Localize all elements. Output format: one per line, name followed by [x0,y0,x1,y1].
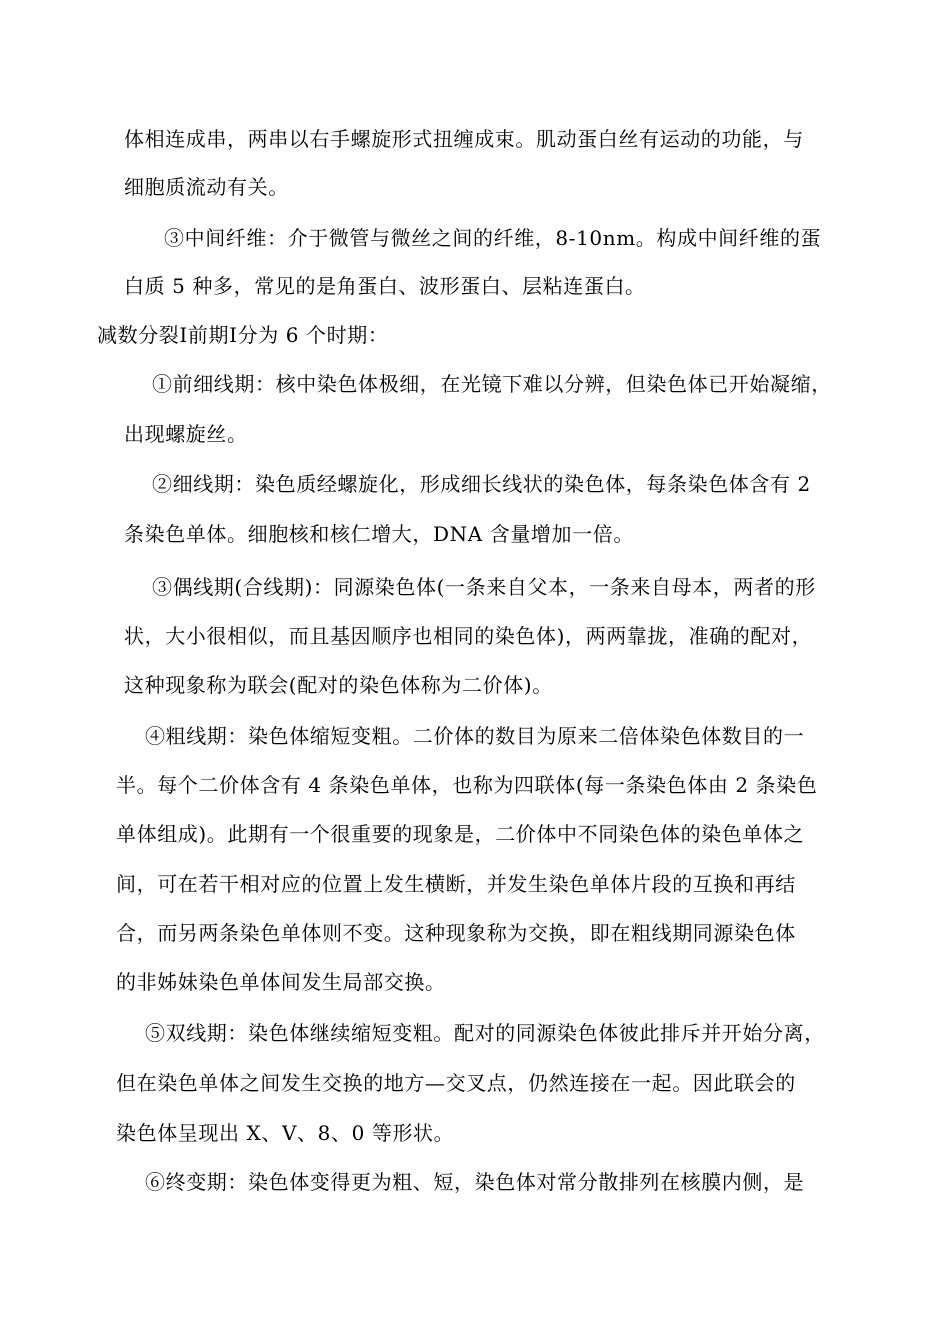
text-line: 这种现象称为联会(配对的染色体称为二价体)。 [124,673,553,697]
text-line: ②细线期：染色质经螺旋化，形成细长线状的染色体，每条染色体含有 2 [152,472,811,496]
text-line: 单体组成)。此期有一个很重要的现象是，二价体中不同染色体的染色单体之 [116,822,805,846]
text-line: 白质 5 种多，常见的是角蛋白、波形蛋白、层粘连蛋白。 [124,274,646,298]
text-line: ⑤双线期：染色体继续缩短变粗。配对的同源染色体彼此排斥并开始分离， [145,1021,825,1045]
text-line: 细胞质流动有关。 [124,175,289,199]
text-line: 的非姊妹染色单体间发生局部交换。 [116,970,446,994]
text-line: 半。每个二价体含有 4 条染色单体，也称为四联体(每一条染色体由 2 条染色 [116,773,818,797]
section-heading: 减数分裂Ⅰ前期Ⅰ分为 6 个时期： [97,323,389,347]
text-line: ④粗线期：染色体缩短变粗。二价体的数目为原来二倍体染色体数目的一 [145,724,805,748]
text-line: 但在染色单体之间发生交换的地方—交叉点，仍然连接在一起。因此联会的 [116,1071,796,1095]
text-line: 出现螺旋丝。 [124,422,248,446]
text-line: ③偶线期(合线期)：同源染色体(一条来自父本，一条来自母本，两者的形 [152,575,816,599]
text-line: 状，大小很相似，而且基因顺序也相同的染色体)，两两靠拢，准确的配对， [124,624,813,648]
text-line: 合，而另两条染色单体则不变。这种现象称为交换，即在粗线期同源染色体 [116,921,796,945]
text-line: 染色体呈现出 X、V、8、0 等形状。 [116,1121,455,1145]
text-line: ①前细线期：核中染色体极细，在光镜下难以分辨，但染色体已开始凝缩， [152,372,832,396]
text-line: 体相连成串，两串以右手螺旋形式扭缠成束。肌动蛋白丝有运动的功能，与 [124,127,804,151]
text-line: 条染色单体。细胞核和核仁增大，DNA 含量增加一倍。 [124,522,634,546]
text-line: 间，可在若干相对应的位置上发生横断，并发生染色单体片段的互换和再结 [116,872,796,896]
text-line: ⑥终变期：染色体变得更为粗、短，染色体对常分散排列在核膜内侧，是 [145,1170,805,1194]
text-line: ③中间纤维：介于微管与微丝之间的纤维，8-10nm。构成中间纤维的蛋 [164,226,822,250]
